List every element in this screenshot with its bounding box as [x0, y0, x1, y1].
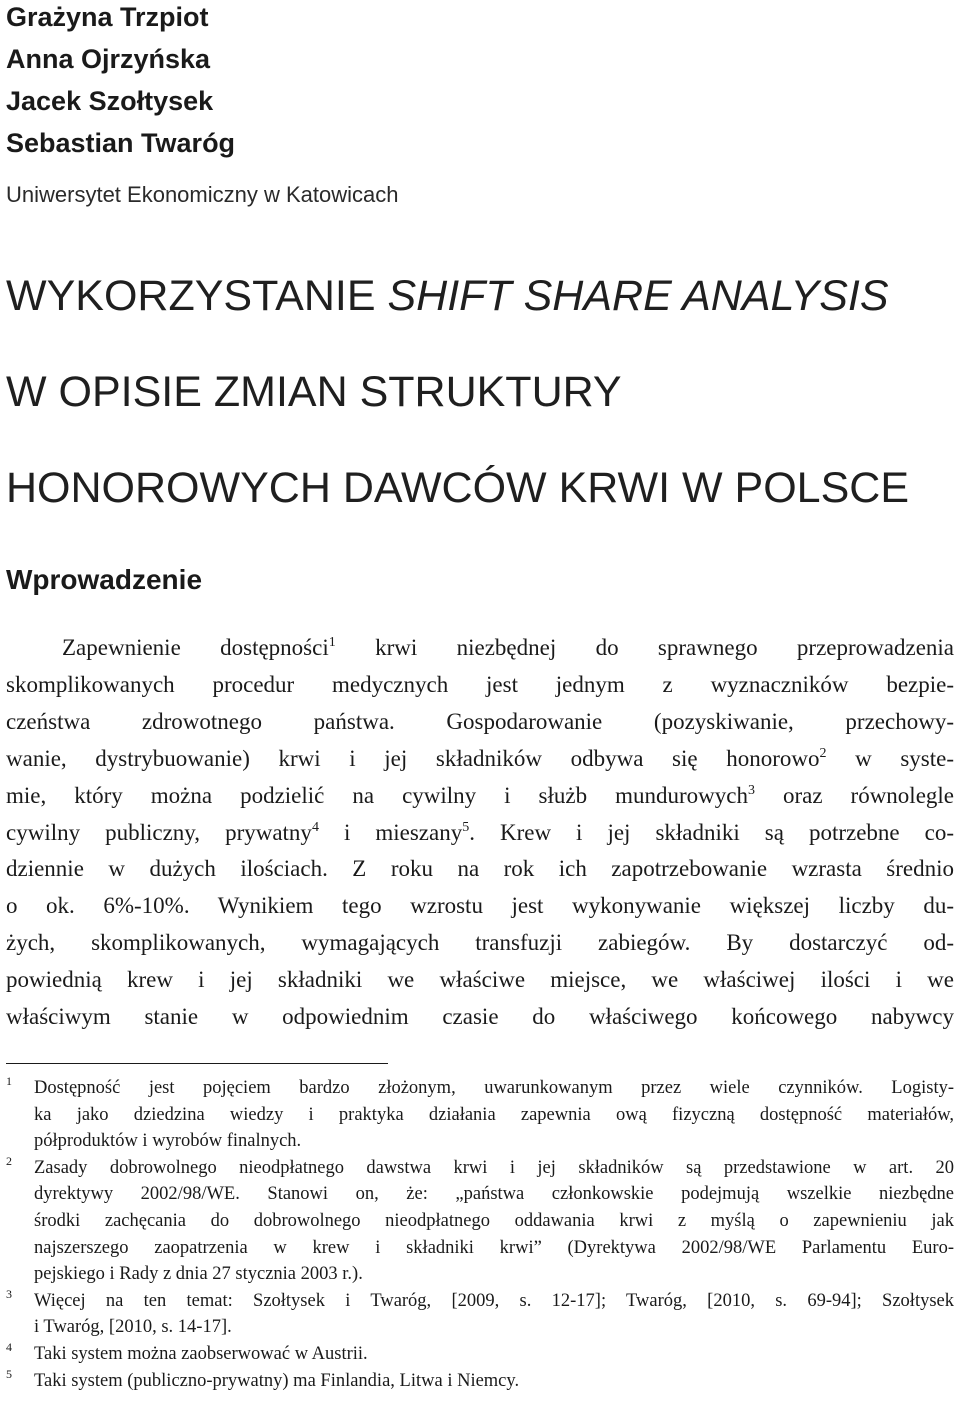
footnote-line: Dostępność jest pojęciem bardzo złożonym, uwarunkowanym przez wiele czynników. Logisty-: [34, 1078, 954, 1098]
footnote-line: dyrektywy 2002/98/WE. Stanowi on, że: „państwa członkowskie podejmują wszelkie niezbędne: [34, 1184, 954, 1205]
footnote-number: 4: [6, 1339, 12, 1354]
body-line: właściwym stanie w odpowiednim czasie do właściwego końcowego nabywcy: [6, 1004, 954, 1030]
footnote: [6, 1368, 954, 1395]
footnote-number: 1: [6, 1074, 12, 1088]
footnote-ref[interactable]: 1: [328, 635, 336, 650]
author-list: [6, 0, 235, 164]
article-title: [6, 248, 909, 536]
body-line: powiednią krew i jej składniki we właściwe miejsce, we właściwej ilości i we: [6, 967, 954, 993]
footnote-line: najszerszego zaopatrzenia w krew i składniki krwi” (Dyrektywa 2002/98/WE Parlamentu Euro-: [34, 1237, 954, 1258]
body-paragraph: [6, 630, 954, 1036]
footnote-line: ka jako dziedzina wiedzy i praktyka działania zapewnia ową fizyczną dostępność materiałów,: [34, 1104, 954, 1125]
footnote-line: pejskiego i Rady z dnia 27 stycznia 2003 r.).: [34, 1264, 363, 1285]
footnote-line: Taki system (publiczno-prywatny) ma Finlandia, Litwa i Niemcy.: [34, 1370, 520, 1391]
footnote-line: półproduktów i wyrobów finalnych.: [34, 1131, 302, 1152]
body-line: żych, skomplikowanych, wymagających transfuzji zabiegów. By dostarczyć od-: [6, 930, 954, 956]
footnotes: [6, 1075, 954, 1394]
body-line: dziennie w dużych ilościach. Z roku na rok ich zapotrzebowanie wzrasta średnio: [6, 856, 954, 882]
author-name: Sebastian Twaróg: [6, 128, 236, 158]
author-name: Grażyna Trzpiot: [6, 2, 209, 32]
footnote: [6, 1155, 954, 1288]
footnote: [6, 1288, 954, 1341]
section-heading: Wprowadzenie: [6, 564, 203, 595]
author-name: Jacek Szołtysek: [6, 86, 214, 116]
footnote-ref[interactable]: 4: [311, 819, 319, 835]
footnote-divider: [6, 1063, 388, 1064]
title-italic-term: SHIFT SHARE ANALYSIS: [387, 272, 889, 320]
body-line: wanie, dystrybuowanie) krwi i jej składników odbywa się honorowo$^2$ w syste-: [6, 745, 954, 771]
footnote-ref[interactable]: 5: [462, 819, 470, 835]
body-line: cywilny publiczny, prywatny$^4$ i mieszany$^5$. Krew i jej składniki są potrzebne co-: [6, 819, 955, 845]
footnote-line: i Twaróg, [2010, s. 14-17].: [34, 1317, 232, 1338]
footnote-line: Taki system można zaobserwować w Austrii.: [34, 1343, 368, 1364]
footnote-number: 5: [6, 1366, 12, 1381]
footnote: [6, 1075, 954, 1155]
body-line: czeństwa zdrowotnego państwa. Gospodarowanie (pozyskiwanie, przechowy-: [6, 708, 954, 734]
footnote-number: 3: [6, 1286, 12, 1301]
affiliation: Uniwersytet Ekonomiczny w Katowicach: [6, 182, 399, 207]
footnote-ref[interactable]: 2: [819, 745, 827, 761]
footnote-line: środki zachęcania do dobrowolnego nieodpłatnego oddawania krwi z myślą o zapewnieniu jak: [34, 1210, 954, 1231]
footnote-line: Więcej na ten temat: Szołtysek i Twaróg, [2009, s. 12-17]; Twaróg, [2010, s. 69-94]; Szołtysek: [34, 1290, 954, 1311]
title-line-3: HONOROWYCH DAWCÓW KRWI W POLSCE: [6, 464, 909, 512]
footnote-line: Zasady dobrowolnego nieodpłatnego dawstwa krwi i jej składników są przedstawione w art. 20: [34, 1157, 954, 1178]
body-line: o ok. 6%-10%. Wynikiem tego wzrostu jest wykonywanie większej liczby du-: [6, 893, 954, 919]
footnote: [6, 1341, 954, 1368]
author-name: Anna Ojrzyńska: [6, 44, 211, 74]
title-line-1: WYKORZYSTANIE SHIFT SHARE ANALYSIS: [6, 272, 889, 320]
footnote-ref[interactable]: 3: [747, 782, 755, 798]
footnote-number: 2: [6, 1153, 12, 1168]
title-line-2: W OPISIE ZMIAN STRUKTURY: [6, 368, 622, 416]
body-line: mie, który można podzielić na cywilny i służb mundurowych$^3$ oraz równolegle: [6, 782, 954, 808]
body-line: skomplikowanych procedur medycznych jest jednym z wyznaczników bezpie-: [6, 671, 954, 697]
body-line: Zapewnienie dostępności$^1$ krwi niezbędnej do sprawnego przeprowadzenia: [62, 635, 954, 660]
